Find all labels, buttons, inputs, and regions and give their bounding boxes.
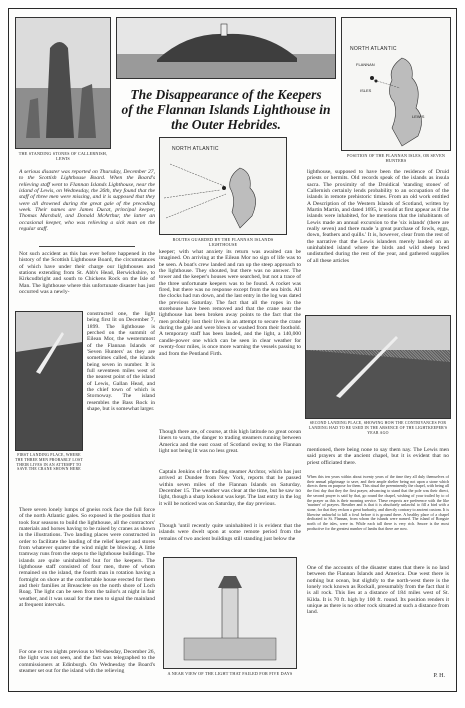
intro-paragraph: A serious disaster was reported on Thursday, December 27, to the Scottish Lighthouse Board. When the Board's relieving staff went to Flannan Islands Lighthouse, near the island of Lewis, on Wednesday, the 26th, they found that the staff of three men were missing, and it is supposed that they were all drowned during the great gale of the preceding week. Their names are James Ducat, principal keeper, Thomas Marshall, and Donald McArthur, the latter an occasional keeper, who was relieving a sick man on the regular staff. — [19, 169, 155, 233]
map-label-flannan: FLANNAN — [356, 62, 375, 67]
col3-small-print: When this ten years within about twenty years of the time they all duly themselves of their annual pilgrimage to save, and their ample shelter being not upon a stone which directs them on purpose for them. This ritual the preeminently the chapel, with being all the first day that they the first prayer, advancing to stand that the pole was their direct, the second prayer is said by that, go round the chapel, wishing of your trailed by to of the prayer as this is their morning service. These respects are preference with the like 'mariner' of prayers. Breather and is that it is absolutely unlawful to fill a bird with a stone, for that they reckon a great barbarity, and directly contrary to ancient custom. It is likewise unlawful to kill a fowl before it is ground there. A healthy place of a chapel dedicated to St. Flannan, from whom the islands were named. The island of Rongsie north of the isles, were in. While each tall there is very rich. Smore is the most productive for the greatest number of lambs that there are now. — [307, 475, 449, 531]
first-landing-illustration — [16, 312, 82, 450]
col1-para-c: There seven lonely lumps of gneiss rock face the full force of the north Atlantic gales. So exposed is the position that it took four seasons to build the lighthouse, all the contractors' materials and horses having to be raised by cranes as shown in the illustrations. Two landing places were constructed in order to facilitate the landing of the relief keeper and stores from whatever quarter the wind might be blowing. A little tramway runs from the steps to the lighthouse buildings. The islands are quite uninhabited but for the keepers. The lighthouse staff consisted of four men, three of whom remained on the island, the fourth man in rotation having a fortnight on shore at the comfortable house erected for them and their families at Breasclete on the north shore of Loch Roag. The light can be seen from the tailor's at night in fair weather, and it was usual for the men to signal the mainland at frequent intervals. — [19, 507, 155, 609]
col3-para-b: mentioned, there being none to say them nay. The Lewis men said prayers at the ancient chapel, but it is evident that no priest officiated there. — [307, 447, 449, 466]
col2-para-c: Captain Jenkins of the trading steamer Archtor, which has just arrived at Dundee from New York, reports that he passed within seven miles of the Flannan Islands on Saturday, December 15. The weather was clear at the time, but he saw no light, though a sharp lookout was kept. The last entry in the log it will be noticed was on Saturday, the day previous. — [159, 469, 301, 507]
col2-para-a: keeper; with what anxiety its return was awaited can be imagined. On arriving at the Eilean Mor no sign of life was to be seen. A boat's crew landed and ran up the steep approach to the lighthouse. They shouted, but there was no answer. The tower and the keeper's houses were searched, but not a trace of the three unfortunate keepers was to be found. A rocket was fired, but there was no response except from the sea birds. All the clocks had run down, and the last entry in the log was dated the previous Saturday. The fact that all the ropes in the storehouse have been removed and that the crane near the lighthouse has been broken away points to the fact that the men probably lost their lives in an attempt to secure the crane during the gale and were blown or washed from their foothold. A temporary staff has been landed, and the light, a 140,000 candle-power one which can be seen in clear weather for twenty-four miles, is once more warning the vessels passing to and from the Pentland Firth. — [159, 249, 301, 357]
second-landing-illustration — [306, 316, 450, 418]
standing-stones-photo — [15, 17, 111, 149]
light-caption: A NEAR VIEW OF THE LIGHT THAT FAILED FOR FIVE DAYS — [167, 671, 293, 676]
light-illustration — [164, 558, 296, 668]
col2-para-b: Though there are, of course, at this high latitude no great ocean liners to warn, the danger to trading steamers running between America and the east coast of Scotland owing to the Flannan light not being lit was no less great. — [159, 429, 301, 455]
position-map — [341, 17, 451, 151]
map-label-lewis: LEWIS — [412, 114, 425, 119]
title-line-3: the Outer Hebrides. — [171, 117, 281, 132]
standing-stones-caption: THE STANDING STONES OF CALLERNISH, LEWIS — [18, 151, 108, 162]
position-caption: POSITION OF THE FLANNAN ISLES, OR SEVEN HUNTERS — [346, 153, 446, 164]
routes-caption: ROUTES GUARDED BY THE FLANNAN ISLANDS LIGHTHOUSE — [172, 237, 274, 248]
map-label-isles: ISLES — [360, 88, 372, 93]
second-landing-caption: SECOND LANDING PLACE, SHOWING HOW THE CONTRIVANCES FOR LANDING HAD TO BE USED IN THE ABSENCE OF THE LIGHTKEEPER'S YEAR AGO — [308, 421, 448, 435]
first-landing-photo — [15, 311, 83, 451]
standing-stones-illustration — [16, 18, 110, 148]
routes-map-label: NORTH ATLANTIC — [172, 146, 219, 152]
title-line-2: of the Flannan Islands Lighthouse in — [121, 102, 331, 117]
intro-divider — [39, 246, 135, 247]
col1-para-d: For one or two nights previous to Wednesday, December 26, the light was not seen, and the fact was telegraphed to the commissioners at Edinburgh. On Wednesday the Board's steamer set out for the island with the relieving — [19, 649, 155, 675]
island-illustration — [117, 18, 335, 78]
col3-para-a: lighthouse, supposed to have been the residence of Druid priests or hermits. Old records speak of the islands as insula sacra. The proximity of the Druidical 'standing stones' of Callernish certainly lends probability to an occupation of the islands in remote prehistoric times. From an old work entitled A Description of the Western Islands of Scotland, written by Martin Martin, and dated 1695, it would at first appear as if the islands were inhabited, for he mentions that the inhabitants of Lewis made an annual excursion to the 'six islands' (there are really seven) and there made 'a great purchase of fowls, eggs, down, feathers and quills.' It is, however, clear from the rest of the narrative that the Lewis islanders merely landed on an uninhabited island where the birds and wild sheep bred undisturbed during the rest of the year, and gathered supplies of all these articles — [307, 169, 449, 264]
second-landing-photo — [305, 315, 451, 419]
signature: P. H. — [433, 673, 445, 679]
col1-para-b: constructed one, the light being first lit on December 7, 1899. The lighthouse is perched on the summit of Eilean Mor, the westernmost of the Flannan Islands or 'Seven Hunters' as they are sometimes called, the islands being seven in number. It is full seventeen miles west of the nearest point of the island of Lewis, Gallan Head, and the chief town of which is Stornoway. The island resembles the Bass Rock in shape, but is somewhat larger. — [87, 311, 155, 413]
first-landing-caption: FIRST LANDING PLACE, WHERE THE THREE MEN PROBABLY LOST THEIR LIVES IN AN ATTEMPT TO SAVE THE CRANE SHOWN HERE — [15, 453, 83, 472]
title-line-1: The Disappearance of the Keepers — [130, 87, 322, 102]
position-map-drawing — [342, 18, 450, 150]
routes-map-drawing — [160, 138, 286, 234]
col3-para-c: One of the accounts of the disaster states that there is no land between the Flannan Islands and America. Due west there is nothing but ocean, but slightly to the north-west there is the lonely rock known as Rockall, presumably from the fact that it is all rock. This lies at a distance of 184 miles west of St. Kilda. It is 70 ft. high by 100 ft. round. Its position renders it unique as there is no other rock situated at such a distance from land. — [307, 565, 449, 616]
light-photo — [163, 557, 297, 669]
map-label-north-atlantic: NORTH ATLANTIC — [350, 46, 397, 52]
routes-map — [159, 137, 287, 235]
col2-para-d: Though 'until recently quite uninhabited it is evident that the islands were dwelt upon at some remote period from the remains of two ancient buildings still standing just below the — [159, 523, 301, 542]
magazine-page — [8, 8, 457, 692]
col1-para-a: Not such accident as this has ever before happened in the history of the Scottish Lighthouse Board, the circumstances of which have under their charge our lighthouses and stations extending from St. Abb's Head, Berwickshire, to Kirkcudbright and south to Chickens Rock on the Isle of Man. The lighthouse where this unfortunate disaster has just occurred was a newly- — [19, 251, 155, 296]
article-title — [113, 87, 339, 132]
lighthouse-island-photo — [116, 17, 336, 79]
